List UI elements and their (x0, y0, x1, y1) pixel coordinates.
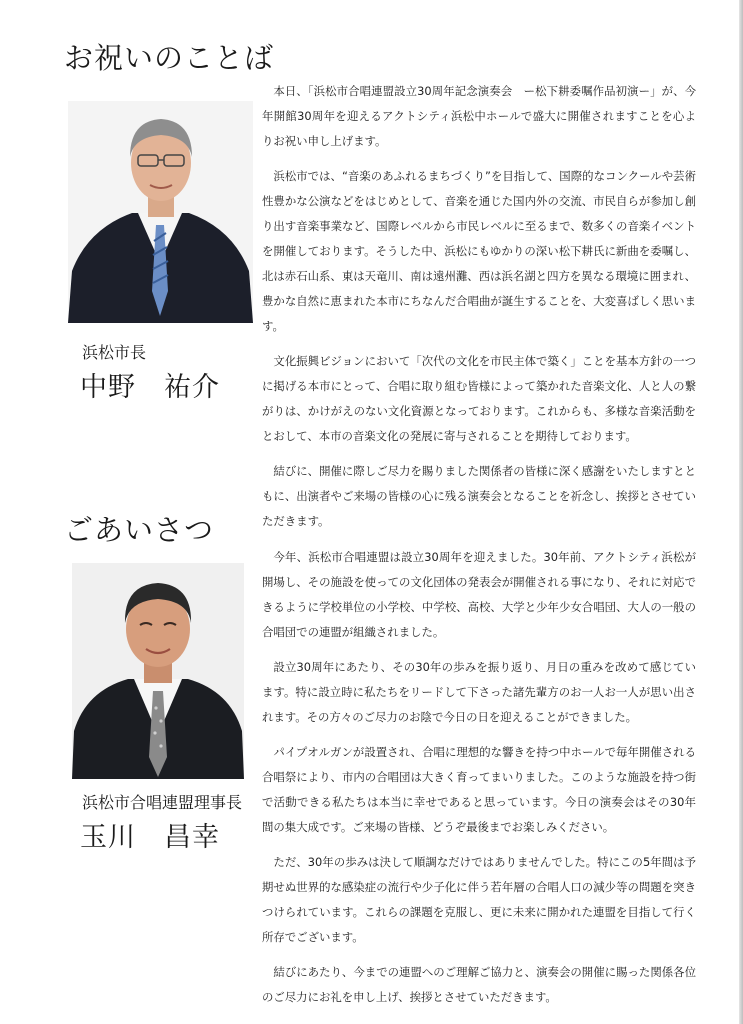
message-body (262, 545, 696, 1020)
message-paragraph: 文化振興ビジョンにおいて「次代の文化を市民主体で築く」ことを基本方針の一つに掲げる本市にとって、合唱に取り組む皆様によって築かれた音楽文化、人と人の繋がりは、かけがえのない文化資源となっております。これからも、多様な音楽活動をとおして、本市の音楽文化の発展に寄与されることを期待しております。 (262, 354, 696, 443)
message-paragraph: 設立30周年にあたり、その30年の歩みを振り返り、月日の重みを改めて感じています。特に設立時に私たちをリードして下さった諸先輩方のお一人お一人が思い出されます。その方々のご尽力のお陰で今日の日を迎えることができました。 (262, 660, 696, 724)
mayor-portrait-photo (68, 101, 253, 323)
message-paragraph: 結びにあたり、今までの連盟へのご理解ご協力と、演奏会の開催に賜った関係各位のご尽力にお礼を申し上げ、挨拶とさせていただきます。 (262, 965, 696, 1004)
speaker-title: 浜松市合唱連盟理事長 (82, 793, 243, 812)
message-body (262, 79, 696, 544)
section-heading: ごあいさつ (64, 513, 215, 547)
chairman-portrait-photo (72, 563, 244, 779)
greeting-section (0, 500, 743, 1024)
speaker-name: 中野 祐介 (80, 372, 220, 403)
speaker-title: 浜松市長 (82, 343, 147, 362)
message-paragraph: 本日、「浜松市合唱連盟設立30周年記念演奏会 ー松下耕委嘱作品初演ー」が、今年開館30周年を迎えるアクトシティ浜松中ホールで盛大に開催されますことを心よりお祝い申し上げます。 (262, 84, 696, 148)
message-paragraph: 浜松市では、“音楽のあふれるまちづくり”を目指して、国際的なコンクールや芸術性豊かな公演などをはじめとして、音楽を通じた国内外の交流、市民自らが参加し創り出す音楽事業など、国際レベルから市民レベルに至るまで、数多くの音楽イベントを開催しております。そうした中、浜松にもゆかりの深い松下耕氏に新曲を委嘱し、北は赤石山系、東は天竜川、南は遠州灘、西は浜名湖と四方を異なる環境に囲まれ、豊かな自然に恵まれた本市にちなんだ合唱曲が誕生することを、大変喜ばしく思います。 (262, 169, 696, 333)
message-paragraph: 今年、浜松市合唱連盟は設立30周年を迎えました。30年前、アクトシティ浜松が開場し、その施設を使っての文化団体の発表会が開催される事になり、それに対応できるように学校単位の小学校、中学校、高校、大学と少年少女合唱団、大人の一般の合唱団での連盟が組織されました。 (262, 550, 696, 639)
section-heading: お祝いのことば (64, 41, 275, 75)
speaker-name: 玉川 昌幸 (80, 822, 220, 853)
message-paragraph: パイプオルガンが設置され、合唱に理想的な響きを持つ中ホールで毎年開催される合唱祭により、市内の合唱団は大きく育ってまいりました。このような施設を持つ街で活動できる私たちは本当に幸せであると思っています。今日の演奏会はその30年間の集大成です。ご来場の皆様、どうぞ最後までお楽しみください。 (262, 745, 696, 834)
message-paragraph: ただ、30年の歩みは決して順調なだけではありませんでした。特にこの5年間は予期せぬ世界的な感染症の流行や少子化に伴う若年層の合唱人口の減少等の問題を突きつけられています。これらの課題を克服し、更に未来に開かれた連盟を目指して行く所存でございます。 (262, 855, 696, 944)
message-paragraph: 結びに、開催に際しご尽力を賜りました関係者の皆様に深く感謝をいたしますとともに、出演者やご来場の皆様の心に残る演奏会となることを祈念し、挨拶とさせていただきます。 (262, 464, 696, 528)
